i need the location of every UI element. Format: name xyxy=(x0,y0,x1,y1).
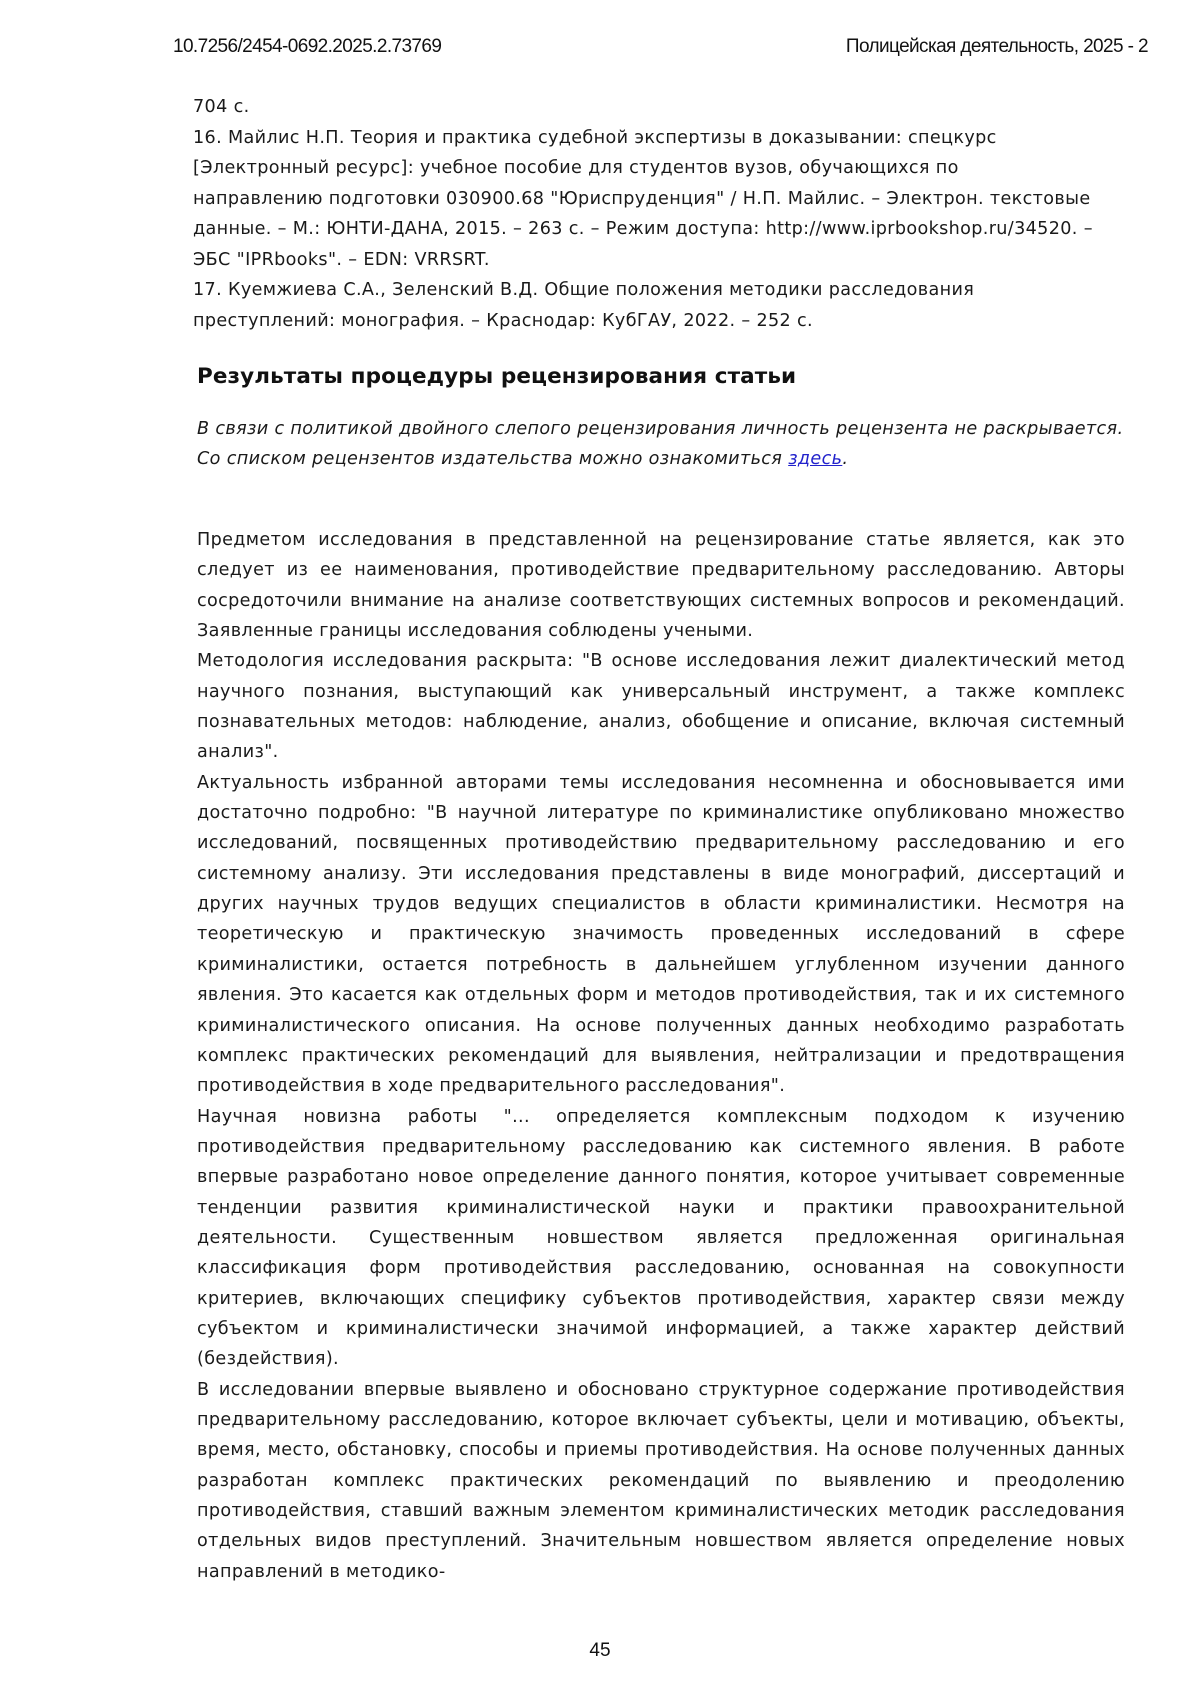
body-paragraph: Предметом исследования в представленной на рецензирование статье является, как это следует из ее наименования, противодействие предварительному расследованию. Авторы сосредоточили внимание на анализе соответствующих системных вопросов и рекомендаций. Заявленные границы исследования соблюдены учеными. xyxy=(197,530,1125,642)
review-note xyxy=(197,414,1125,474)
reviewers-link[interactable]: здесь xyxy=(788,449,843,469)
reference-list xyxy=(193,92,1093,336)
review-policy-text: В связи с политикой двойного слепого рецензирования личность рецензента не раскрывается. xyxy=(197,419,1124,439)
body-paragraph: Методология исследования раскрыта: "В основе исследования лежит диалектический метод научного познания, выступающий как универсальный инструмент, а также комплекс познавательных методов: наблюдение, анализ, обобщение и описание, включая системный анализ". xyxy=(197,651,1125,763)
page-number: 45 xyxy=(589,1640,611,1661)
doi-header: 10.7256/2454-0692.2025.2.73769 xyxy=(173,36,442,57)
body-paragraph: В исследовании впервые выявлено и обосновано структурное содержание противодействия предварительному расследованию, которое включает субъекты, цели и мотивацию, объекты, время, место, обстановку, способы и приемы противодействия. На основе полученных данных разработан комплекс практических рекомендаций по выявлению и преодолению противодействия, ставший важным элементом криминалистических методик расследования отдельных видов преступлений. Значительным новшеством является определение новых направлений в методико- xyxy=(197,1379,1125,1582)
reviewers-line xyxy=(197,444,1125,474)
section-title: Результаты процедуры рецензирования статьи xyxy=(197,364,797,389)
journal-header: Полицейская деятельность, 2025 - 2 xyxy=(845,36,1148,57)
body-paragraph: Научная новизна работы "... определяется комплексным подходом к изучению противодействия предварительному расследованию как системного явления. В работе впервые разработано новое определение данного понятия, которое учитывает современные тенденции развития криминалистической науки и практики правоохранительной деятельности. Существенным новшеством является предложенная оригинальная классификация форм противодействия расследованию, основанная на совокупности критериев, включающих специфику субъектов противодействия, характер связи между субъектом и криминалистически значимой информацией, а также характер действий (бездействия). xyxy=(197,1106,1125,1370)
body-paragraph: Актуальность избранной авторами темы исследования несомненна и обосновывается ими достаточно подробно: "В научной литературе по криминалистике опубликовано множество исследований, посвященных противодействию предварительному расследованию и его системному анализу. Эти исследования представлены в виде монографий, диссертаций и других научных трудов ведущих специалистов в области криминалистики. Несмотря на теоретическую и практическую значимость проведенных исследований в сфере криминалистики, остается потребность в дальнейшем углубленном изучении данного явления. Это касается как отдельных форм и методов противодействия, так и их системного криминалистического описания. На основе полученных данных необходимо разработать комплекс практических рекомендаций для выявления, нейтрализации и предотвращения противодействия в ходе предварительного расследования". xyxy=(197,772,1125,1097)
review-body xyxy=(197,525,1125,1587)
reference-item: 704 с. xyxy=(193,97,250,117)
reviewers-line-text: Со списком рецензентов издательства можно ознакомиться xyxy=(197,449,789,469)
reference-item: 17. Куемжиева С.А., Зеленский В.Д. Общие положения методики расследования преступлений: монография. – Краснодар: КубГАУ, 2022. – 252 с. xyxy=(193,280,975,331)
reviewers-line-end: . xyxy=(842,449,849,469)
reference-item: 16. Майлис Н.П. Теория и практика судебной экспертизы в доказывании: спецкурс [Электронный ресурс]: учебное пособие для студентов вузов, обучающихся по направлению подготовки 030900.68 "Юриспруденция" / Н.П. Майлис. – Электрон. текстовые данные. – М.: ЮНТИ-ДАНА, 2015. – 263 с. – Режим доступа: http://www.iprbookshop.ru/34520. – ЭБС "IPRbooks". – EDN: VRRSRT. xyxy=(193,127,1093,270)
